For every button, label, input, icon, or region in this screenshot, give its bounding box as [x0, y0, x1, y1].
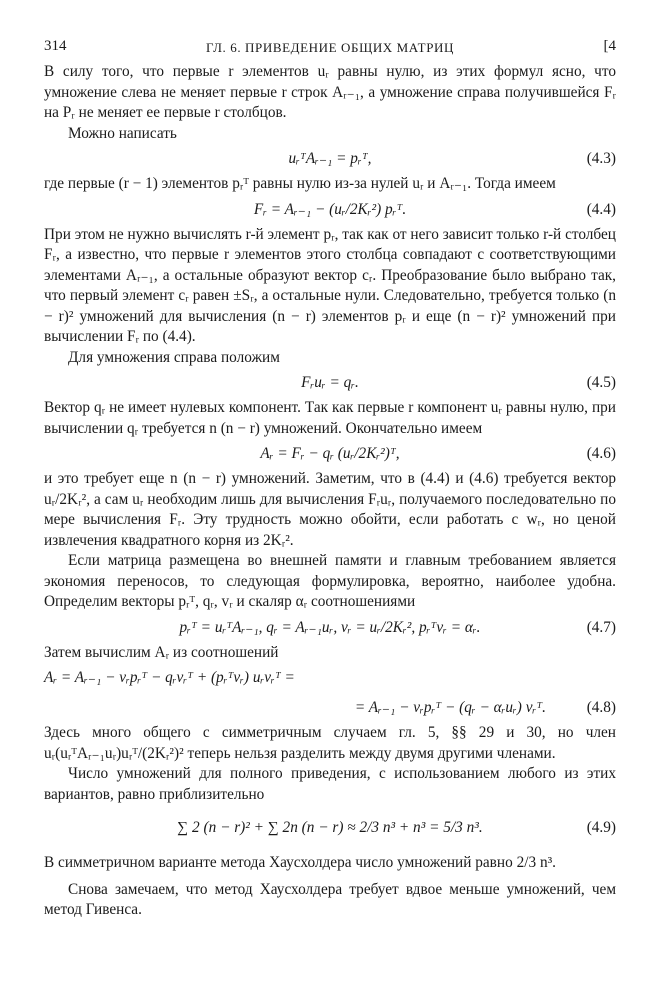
page-number: 314 [44, 38, 67, 54]
equation-4-6-number: (4.6) [586, 445, 616, 462]
paragraph-3: где первые (r − 1) элементов pᵣᵀ равны нулю из-за нулей uᵣ и Aᵣ₋₁. Тогда имеем [44, 175, 556, 192]
page-body [44, 62, 616, 921]
paragraph-9: Затем вычислим Aᵣ из соотношений [44, 643, 279, 661]
paragraph-10: Здесь много общего с симметричным случаем гл. 5, §§ 29 и 30, но член uᵣ(uᵣᵀAᵣ₋₁uᵣ)uᵣᵀ/(2Kᵣ²)² теперь нельзя разделить между двумя другими членами. [44, 724, 616, 762]
running-header [44, 38, 616, 62]
equation-4-4 [44, 195, 616, 225]
paragraph-4: При этом не нужно вычислять r-й элемент pᵣ, так как от него зависит только r-й столбец Fᵣ, а известно, что первые r элементов этого столбца совпадают с соответствующими элементами Aᵣ₋₁, а остальные образуют вектор cᵣ. Преобразование было выбрано так, что первый элемент cᵣ равен ±Sᵣ, а остальные нули. Следовательно, требуется только (n − r)² умножений для вычисления (n − r) элементов pᵣ и еще (n − r)² умножений при вычислении Fᵣ по (4.4). [44, 225, 616, 345]
equation-4-3-formula: uᵣᵀAᵣ₋₁ = pᵣᵀ, [288, 150, 372, 167]
paragraph-12: В симметричном варианте метода Хаусхолдера число умножений равно 2/3 n³. [44, 854, 556, 871]
equation-4-5-formula: Fᵣuᵣ = qᵣ. [301, 374, 359, 391]
equation-4-6 [44, 439, 616, 469]
equation-4-3-number: (4.3) [586, 150, 616, 167]
paragraph-2: Можно написать [68, 124, 177, 142]
equation-4-8-line-1-formula: Aᵣ = Aᵣ₋₁ − vᵣpᵣᵀ − qᵣvᵣᵀ + (pᵣᵀvᵣ) uᵣvᵣᵀ = [44, 669, 295, 686]
paragraph-8: Если матрица размещена во внешней памяти и главным требованием является экономия переносов, то следующая формулировка, вероятно, наиболее удобна. Определим векторы pᵣᵀ, qᵣ, vᵣ и скаляр αᵣ соотношениями [44, 552, 616, 610]
paragraph-1: В силу того, что первые r элементов uᵣ равны нулю, из этих формул ясно, что умножение слева не меняет первые r строк Aᵣ₋₁, а умножение справа получившейся Fᵣ на Pᵣ не меняет ее первые r столбцов. [44, 63, 616, 121]
chapter-title: ГЛ. 6. ПРИВЕДЕНИЕ ОБЩИХ МАТРИЦ [206, 40, 454, 55]
equation-4-9-number: (4.9) [586, 819, 616, 836]
page [44, 38, 616, 921]
section-mark: [4 [603, 38, 616, 54]
equation-4-4-formula: Fᵣ = Aᵣ₋₁ − (uᵣ/2Kᵣ²) pᵣᵀ. [253, 200, 407, 218]
paragraph-5: Для умножения справа положим [68, 348, 280, 366]
equation-4-9 [44, 805, 616, 853]
equation-4-7-number: (4.7) [586, 618, 616, 636]
paragraph-11: Число умножений для полного приведения, с использованием любого из этих вариантов, равно приблизительно [44, 765, 616, 803]
equation-4-8-line-1 [44, 663, 616, 693]
equation-4-8-number: (4.8) [586, 699, 616, 716]
equation-4-9-formula: ∑ 2 (n − r)² + ∑ 2n (n − r) ≈ 2/3 n³ + n³ = 5/3 n³. [177, 819, 483, 836]
equation-4-4-number: (4.4) [586, 200, 616, 218]
equation-4-6-formula: Aᵣ = Fᵣ − qᵣ (uᵣ/2Kᵣ²)ᵀ, [260, 445, 400, 462]
equation-4-8-line-2 [44, 693, 616, 723]
equation-4-7 [44, 613, 616, 643]
paragraph-7: и это требует еще n (n − r) умножений. Заметим, что в (4.4) и (4.6) требуется вектор uᵣ/2Kᵣ², а сам uᵣ необходим лишь для вычисления Fᵣuᵣ, получаемого последовательно по мере вычисления Fᵣ. Эту трудность можно обойти, если работать с wᵣ, но ценой извлечения квадратного корня из 2Kᵣ². [44, 470, 616, 549]
equation-4-5 [44, 368, 616, 398]
paragraph-6: Вектор qᵣ не имеет нулевых компонент. Так как первые r компонент uᵣ равны нулю, при вычислении qᵣ требуется n (n − r) умножений. Окончательно имеем [44, 399, 616, 437]
equation-4-5-number: (4.5) [586, 374, 616, 391]
paragraph-13: Снова замечаем, что метод Хаусхолдера требует вдвое меньше умножений, чем метод Гивенса. [44, 880, 616, 918]
equation-4-8-line-2-formula: = Aᵣ₋₁ − vᵣpᵣᵀ − (qᵣ − αᵣuᵣ) vᵣᵀ. [354, 699, 546, 716]
equation-4-7-formula: pᵣᵀ = uᵣᵀAᵣ₋₁, qᵣ = Aᵣ₋₁uᵣ, vᵣ = uᵣ/2Kᵣ², pᵣᵀvᵣ = αᵣ. [179, 618, 481, 636]
equation-4-3 [44, 144, 616, 174]
